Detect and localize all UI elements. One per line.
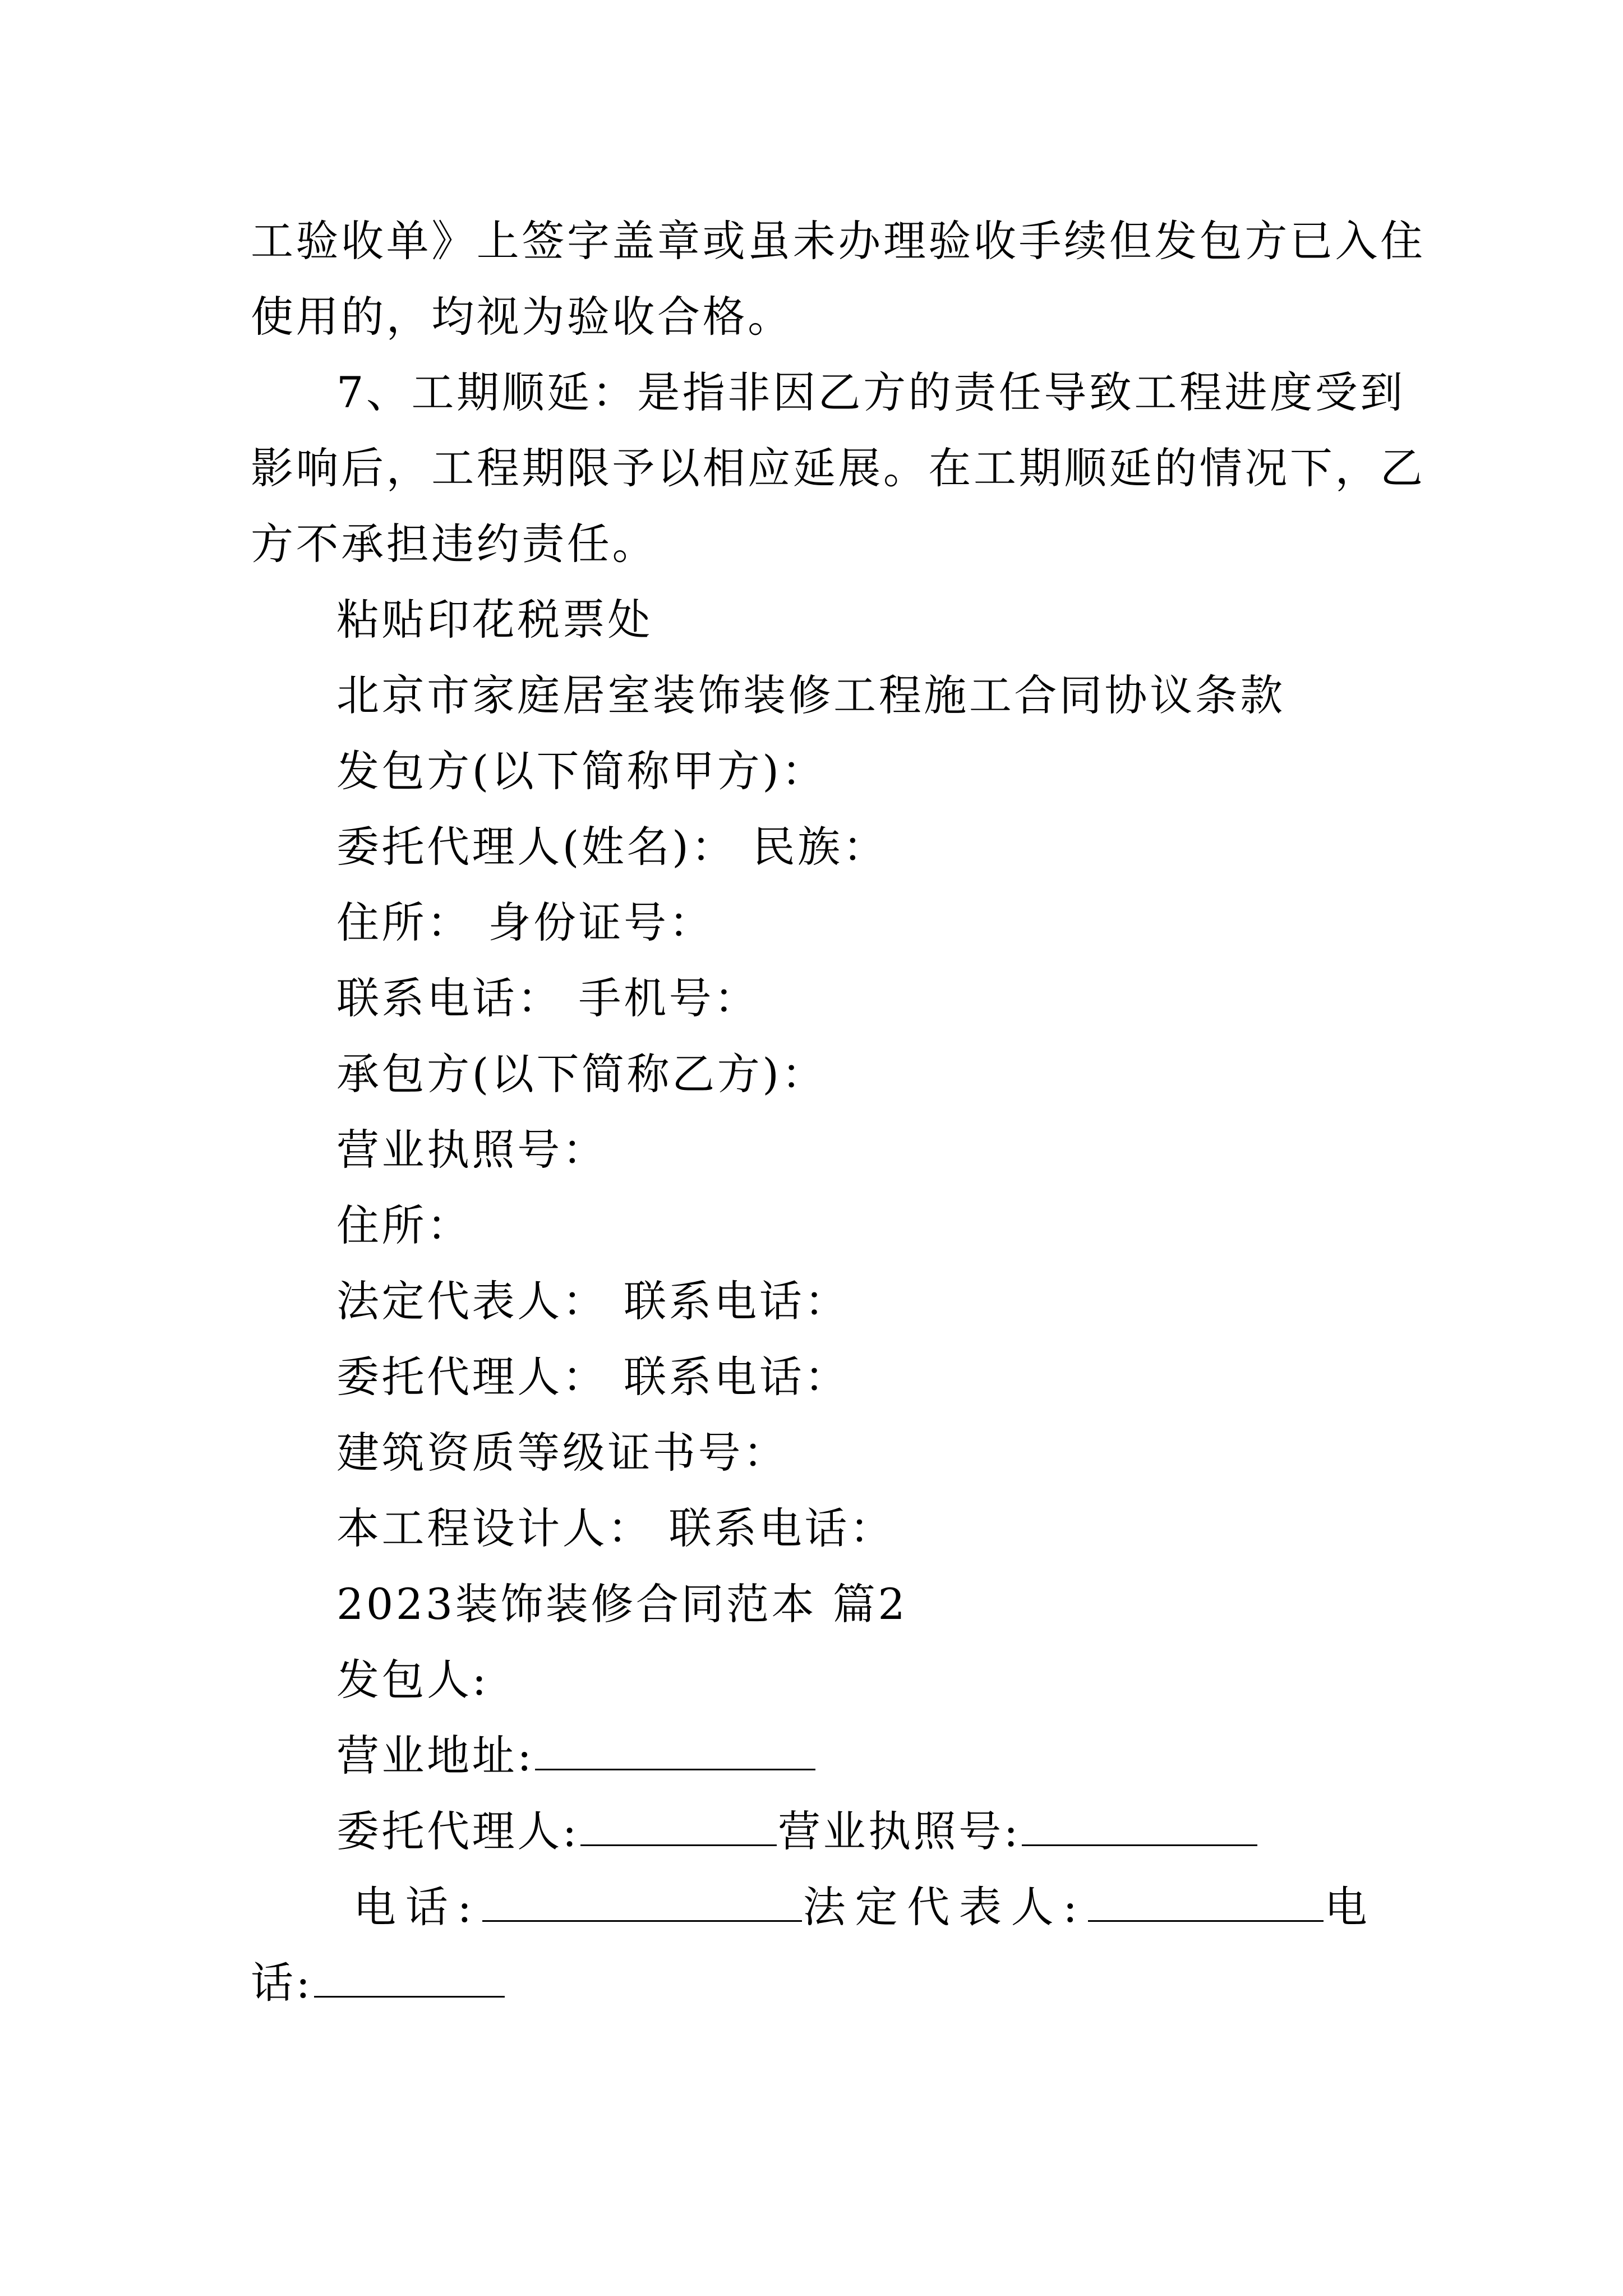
text-line: 发包人:: [336, 1655, 489, 1705]
legal-rep-blank[interactable]: [1088, 1889, 1324, 1922]
phone-continuation-row: [0, 1949, 1623, 2017]
text-line: 委托代理人： 联系电话：: [336, 1352, 850, 1402]
text-line: 本工程设计人： 联系电话：: [336, 1503, 895, 1553]
text-line: 7、工期顺延：是指非因乙方的责任导致工程进度受到: [336, 367, 1405, 417]
agent-label: 委托代理人:: [336, 1806, 579, 1856]
party-b-label: 承包方(以下简称乙方)：: [336, 1049, 827, 1099]
agent-blank[interactable]: [580, 1813, 777, 1846]
text-line: 委托代理人(姓名)： 民族：: [336, 822, 888, 872]
text-line: 使用的，均视为验收合格。: [251, 292, 793, 342]
text-line: 建筑资质等级证书号：: [336, 1428, 789, 1478]
text-line: 工验收单》上签字盖章或虽未办理验收手续但发包方已入住: [251, 216, 1426, 266]
stamp-tax-note: 粘贴印花税票处: [336, 595, 653, 645]
agent-license-row: [0, 1798, 1623, 1865]
text-line: 营业执照号：: [336, 1125, 608, 1175]
section-heading: 2023装饰装修合同范本 篇2: [336, 1579, 908, 1629]
business-address-blank[interactable]: [535, 1737, 815, 1770]
text-line: 联系电话： 手机号：: [336, 973, 759, 1023]
text-line: 影响后，工程期限予以相应延展。在工期顺延的情况下，乙: [251, 443, 1426, 493]
legal-rep-label: 法定代表人:: [803, 1882, 1087, 1932]
phone-label: 电话:: [353, 1882, 481, 1932]
license-label: 营业执照号:: [777, 1806, 1021, 1856]
phone-label-part2: 话:: [251, 1958, 313, 2008]
phone-blank[interactable]: [482, 1889, 802, 1922]
phone-legal-rep-row: [0, 1874, 1623, 1941]
phone-label-part1: 电: [1324, 1882, 1377, 1932]
text-line: 住所：: [336, 1200, 472, 1250]
phone-2-blank[interactable]: [314, 1964, 505, 1998]
business-address-label: 营业地址:: [336, 1731, 534, 1780]
license-blank[interactable]: [1022, 1813, 1257, 1846]
contract-title: 北京市家庭居室装饰装修工程施工合同协议条款: [336, 670, 1285, 720]
business-address-row: [0, 1722, 1623, 1789]
text-line: 方不承担违约责任。: [251, 519, 658, 569]
text-line: 住所： 身份证号：: [336, 898, 714, 947]
text-line: 法定代表人： 联系电话：: [336, 1276, 850, 1326]
party-a-label: 发包方(以下简称甲方)：: [336, 746, 827, 796]
